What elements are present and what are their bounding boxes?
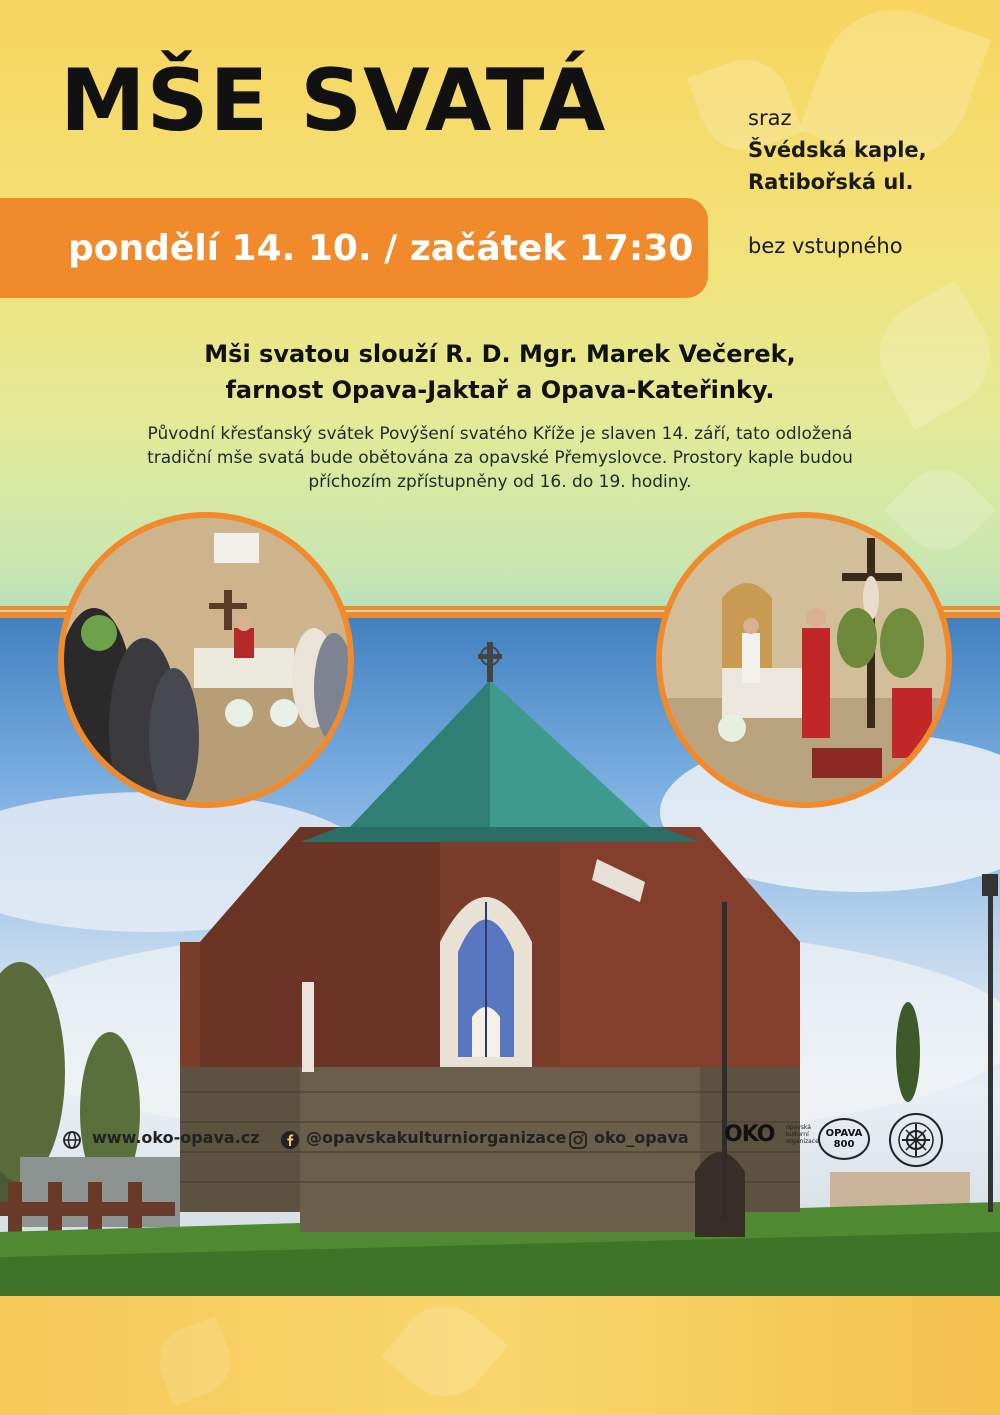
opava-logo-year: 800 [833, 1139, 855, 1150]
mass-photo-right [656, 512, 952, 808]
mass-photo-left [58, 512, 354, 808]
date-time: pondělí 14. 10. / začátek 17:30 [68, 228, 694, 269]
footer [0, 1296, 1000, 1415]
page-title: MŠE SVATÁ [60, 51, 607, 151]
oko-logo-caption: opavská kulturní organizace [786, 1124, 819, 1145]
instagram-link[interactable]: oko_opava [594, 1128, 689, 1147]
opava-800-logo [818, 1118, 870, 1160]
mass-scene-right [662, 518, 946, 802]
meeting-place-2: Ratibořská ul. [748, 170, 914, 194]
instagram-icon [568, 1130, 588, 1150]
oko-logo [724, 1122, 819, 1152]
mass-scene-left [64, 518, 348, 802]
description-line-2: tradiční mše svatá bude obětována za opavské Přemyslovce. Prostory kaple budou [147, 448, 853, 468]
website-link[interactable]: www.oko-opava.cz [92, 1128, 260, 1147]
headline-line-1: Mši svatou slouží R. D. Mgr. Marek Večerek, [204, 340, 796, 368]
leaf-decoration [382, 1288, 509, 1415]
description-line-1: Původní křesťanský svátek Povýšení svatého Kříže je slaven 14. září, tato odložená [147, 424, 853, 444]
globe-icon [62, 1130, 82, 1150]
parish-seal-icon [888, 1112, 944, 1168]
admission-note: bez vstupného [748, 234, 903, 258]
meeting-label: sraz [748, 106, 792, 130]
facebook-icon [280, 1130, 300, 1150]
headline-line-2: farnost Opava-Jaktař a Opava-Kateřinky. [225, 376, 775, 404]
leaf-decoration [150, 1316, 240, 1406]
meeting-place-1: Švédská kaple, [748, 138, 927, 162]
description-line-3: příchozím zpřístupněny od 16. do 19. hodiny. [308, 472, 692, 492]
facebook-link[interactable]: @opavskakulturniorganizace [306, 1128, 567, 1147]
oko-logo-mark: OKO [724, 1122, 775, 1147]
description [70, 422, 930, 494]
opava-logo-text: OPAVA [825, 1128, 863, 1139]
